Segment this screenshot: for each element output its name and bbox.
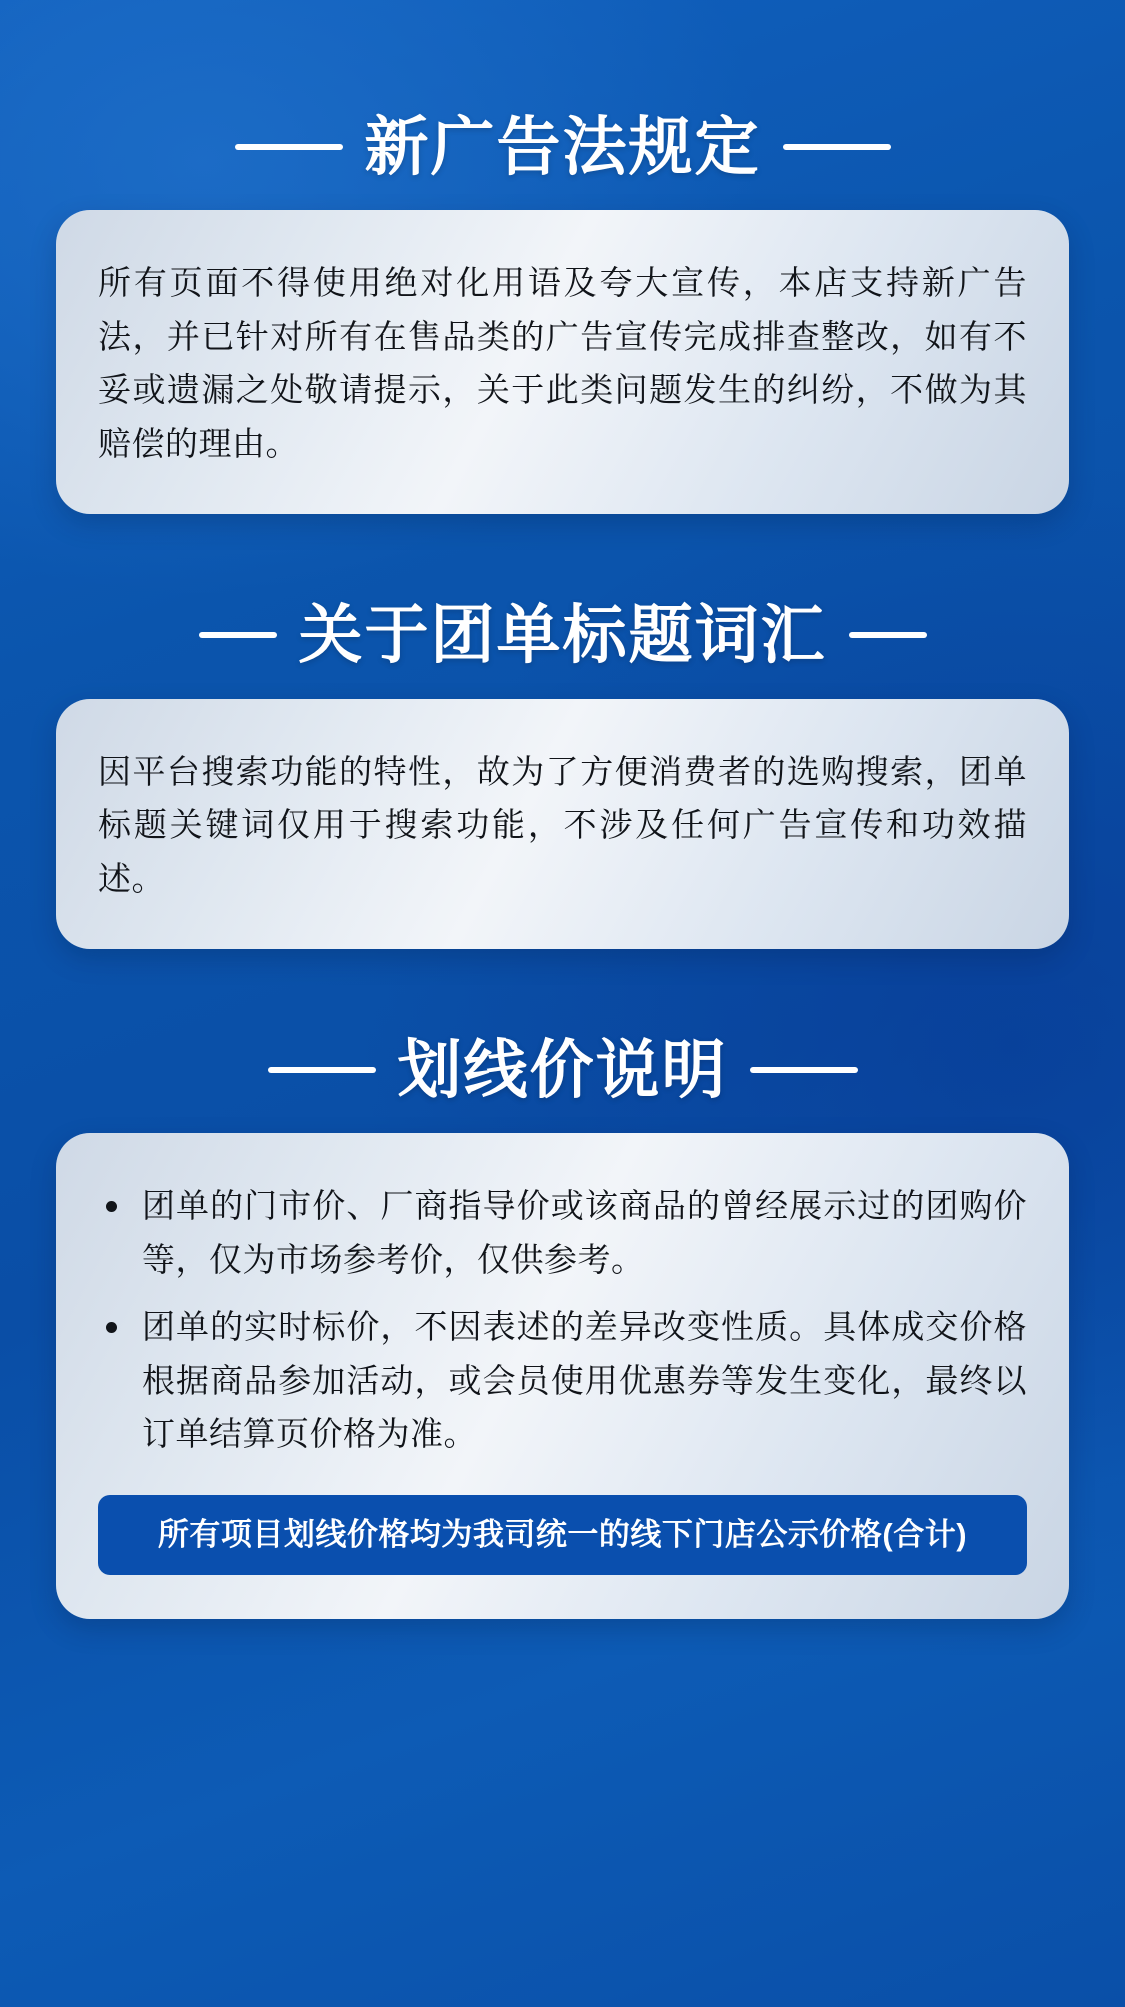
section-body-1: 所有页面不得使用绝对化用语及夸大宣传，本店支持新广告法，并已针对所有在售品类的广告宣传完成排查整改，如有不妥或遗漏之处敬请提示，关于此类问题发生的纠纷，不做为其赔偿的理由。 [98, 264, 1027, 462]
list-item: 团单的门市价、厂商指导价或该商品的曾经展示过的团购价等，仅为市场参考价，仅供参考。 [98, 1179, 1027, 1286]
heading-rule-right-icon [750, 1067, 858, 1073]
strikethrough-price-list [98, 1179, 1027, 1460]
heading-rule-left-icon [199, 632, 277, 638]
highlight-banner: 所有项目划线价格均为我司统一的线下门店公示价格(合计) [98, 1495, 1027, 1575]
heading-rule-left-icon [235, 144, 343, 150]
sections-container [56, 0, 1069, 1619]
section-title-2: 关于团单标题词汇 [298, 599, 827, 672]
section-card-1 [56, 210, 1069, 514]
section-card-3 [56, 1133, 1069, 1619]
list-item: 团单的实时标价，不因表述的差异改变性质。具体成交价格根据商品参加活动，或会员使用优惠券等发生变化，最终以订单结算页价格为准。 [98, 1300, 1027, 1460]
section-body-2: 因平台搜索功能的特性，故为了方便消费者的选购搜索，团单标题关键词仅用于搜索功能，不涉及任何广告宣传和功效描述。 [98, 752, 1027, 897]
heading-rule-right-icon [849, 632, 927, 638]
section-card-2 [56, 699, 1069, 949]
section-title-3: 划线价说明 [397, 1033, 728, 1106]
heading-rule-left-icon [268, 1067, 376, 1073]
section-heading-2 [56, 600, 1069, 670]
section-heading-3 [56, 1035, 1069, 1105]
spacer [56, 949, 1069, 1035]
section-title-1: 新广告法规定 [364, 111, 761, 183]
spacer [56, 514, 1069, 600]
heading-rule-right-icon [783, 144, 891, 150]
section-heading-1 [56, 112, 1069, 182]
